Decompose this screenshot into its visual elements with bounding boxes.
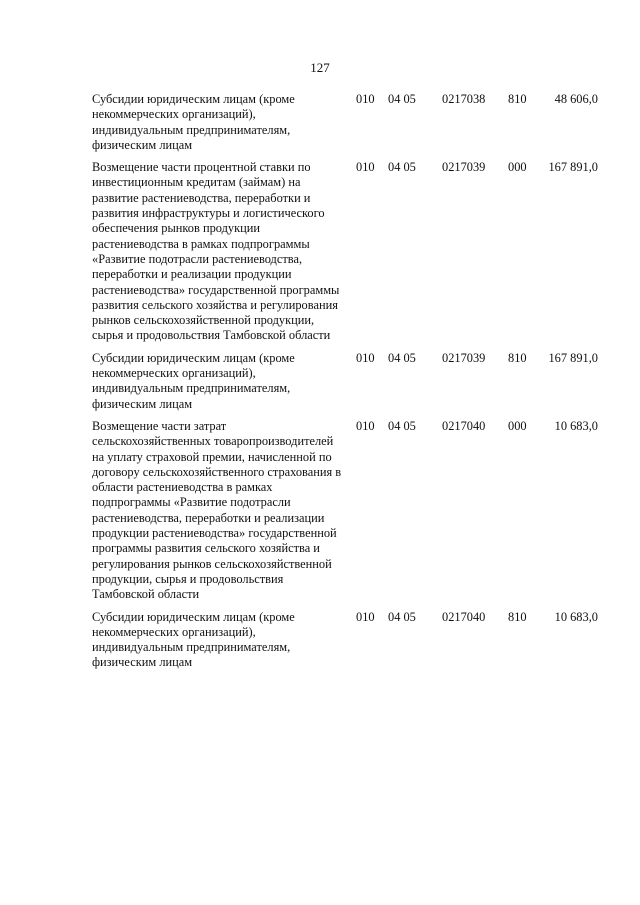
row-description: Субсидии юридическим лицам (кроме некоммерческих организаций), индивидуальным предпринимателям, физическим лицам bbox=[92, 609, 295, 670]
row-section-code: 04 05 bbox=[388, 350, 416, 365]
table-row bbox=[92, 92, 600, 153]
row-description: Субсидии юридическим лицам (кроме некоммерческих организаций), индивидуальным предпринимателям, физическим лицам bbox=[92, 92, 295, 152]
row-description: Возмещение части процентной ставки по инвестиционным кредитам (займам) на развитие растениеводства, переработки и развития инфраструктуры и логистического обеспечения рынков продукции растениеводства в рамках подпрограммы «Развитие подотрасли растениеводства, переработки и реализации продукции растениеводства» государственной программы развития сельского хозяйства и регулирования рынков сельскохозяйственной продукции, сырья и продовольствия Тамбовской области bbox=[92, 160, 340, 343]
table-row bbox=[92, 419, 600, 603]
row-ved-code: 010 bbox=[356, 350, 375, 365]
row-expense-kind: 000 bbox=[508, 160, 527, 175]
row-section-code: 04 05 bbox=[388, 92, 416, 106]
table-row bbox=[92, 160, 600, 344]
row-expense-kind: 810 bbox=[508, 350, 527, 365]
row-ved-code: 010 bbox=[356, 418, 375, 433]
row-description: Возмещение части затрат сельскохозяйственных товаропроизводителей на уплату страховой премии, начисленной по договору сельскохозяйственного страхования в области растениеводства в рамках подпрограммы «Развитие подотрасли растениеводства, переработки и реализации продукции растениеводства» государственной программы развития сельского хозяйства и регулирования рынков сельскохозяйственной продукции, сырья и продовольствия Тамбовской области bbox=[92, 418, 342, 602]
table-row bbox=[92, 351, 600, 412]
row-amount: 167 891,0 bbox=[548, 350, 598, 365]
row-section-code: 04 05 bbox=[388, 418, 416, 433]
row-description: Субсидии юридическим лицам (кроме некоммерческих организаций), индивидуальным предпринимателям, физическим лицам bbox=[92, 350, 295, 411]
row-amount: 167 891,0 bbox=[548, 160, 598, 175]
row-amount: 48 606,0 bbox=[554, 92, 598, 106]
row-section-code: 04 05 bbox=[388, 160, 416, 175]
row-expense-kind: 810 bbox=[508, 92, 527, 106]
row-target-code: 0217040 bbox=[442, 609, 486, 624]
row-ved-code: 010 bbox=[356, 160, 375, 175]
row-expense-kind: 810 bbox=[508, 609, 527, 624]
row-target-code: 0217038 bbox=[442, 92, 486, 106]
row-expense-kind: 000 bbox=[508, 418, 527, 433]
table-row bbox=[92, 610, 600, 671]
row-target-code: 0217039 bbox=[442, 160, 486, 175]
row-target-code: 0217040 bbox=[442, 418, 486, 433]
row-amount: 10 683,0 bbox=[554, 609, 598, 624]
row-ved-code: 010 bbox=[356, 609, 375, 624]
row-amount: 10 683,0 bbox=[554, 418, 598, 433]
row-target-code: 0217039 bbox=[442, 350, 486, 365]
row-ved-code: 010 bbox=[356, 92, 375, 106]
budget-table bbox=[92, 92, 600, 678]
row-section-code: 04 05 bbox=[388, 609, 416, 624]
page-number: 127 bbox=[310, 60, 330, 75]
